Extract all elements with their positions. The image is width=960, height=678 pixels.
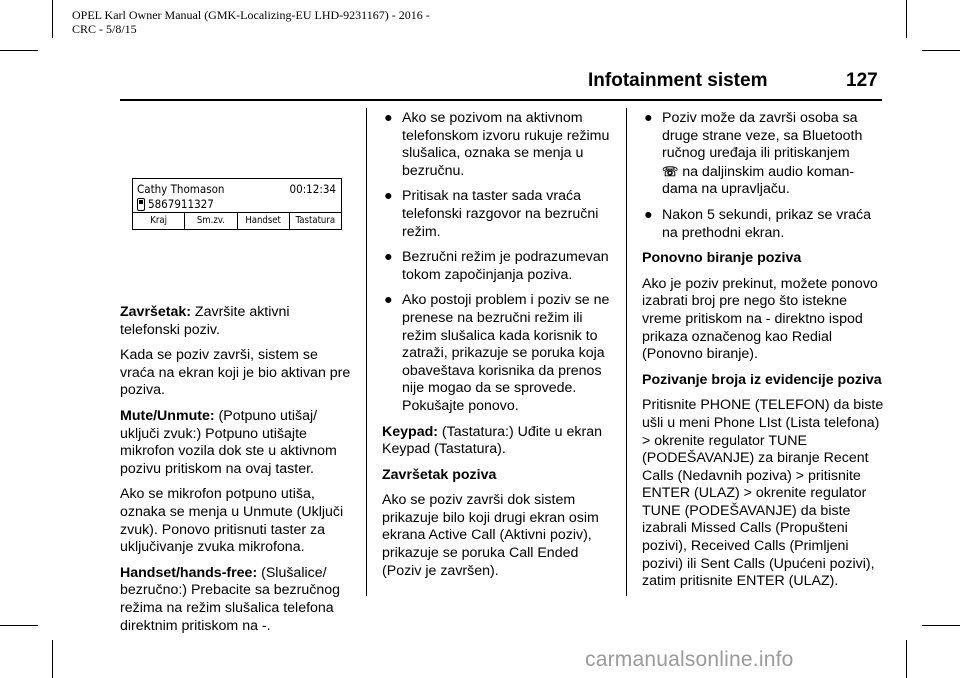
page-number: 127 <box>846 70 878 91</box>
bullet-text: Ako postoji problem i poziv se ne prenese na bezručni režim ili režim slušalica kada korisnik to zatraži, prikazuje se poruka koja obaveštava korisnika da prenos nije mogao da se sprovede. Pokušajte ponovo. <box>402 292 610 414</box>
phone-number: 5867911327 <box>148 197 214 211</box>
paragraph: Pritisnite PHONE (TELEFON) da biste ušli u meni Phone LIst (Lista telefona) > okrenite regulator TUNE (PODEŠAVANJE) za biranje Recent Calls (Nedavnih poziva) > pritisnite ENTER (ULAZ) > okrenite regulator TUNE (PODEŠAVANJE) da biste izabrali Missed Calls (Propušteni pozivi), Received Calls (Primljeni pozivi) ili Sent Calls (Upućeni pozivi), zatim pritisnite ENTER (ULAZ). <box>642 397 884 590</box>
paragraph: Ako se mikrofon potpuno utiša, oznaka se menja u Unmute (Uključi zvuk). Ponovo pritisnuti taster za uključivanje zvuka mikrofona. <box>120 486 344 556</box>
column-3 <box>642 110 886 599</box>
term-mute-text: (Potpuno utišaj/ uključi zvuk:) Potpuno utišajte mikrofon vozila dok ste u aktivnom pozivu pritiskom na ovaj taster. <box>120 407 337 477</box>
watermark: carmanualsonline.info <box>585 648 794 671</box>
crop-mark <box>0 50 38 51</box>
paragraph <box>120 565 352 635</box>
term-keypad: Keypad: <box>382 423 438 440</box>
bullet-item <box>382 292 618 415</box>
section-title: Infotainment sistem <box>588 70 768 91</box>
bullet-text: Nakon 5 sekundi, prikaz se vraća na prethodni ekran. <box>662 206 871 241</box>
phone-number-row <box>137 197 214 211</box>
bullet-dot: ● <box>384 188 393 205</box>
bullet-dot: ● <box>384 110 393 126</box>
term-handset: Handset/hands-free: <box>120 564 258 581</box>
caller-name: Cathy Thomason <box>137 182 225 196</box>
bullet-dot: ● <box>384 249 393 266</box>
bullet-item <box>382 249 618 284</box>
column-2 <box>382 110 618 588</box>
document-header-line1: OPEL Karl Owner Manual (GMK-Localizing-EU LHD-9231167) - 2016 - <box>72 8 430 22</box>
term-handset-text: (Slušalice/ bezručno:) Prebacite sa bezručnog režima na režim slušalica telefona direktnim pritiskom na -. <box>120 564 341 634</box>
active-call-screen-figure <box>132 178 342 230</box>
bullet-dot: ● <box>644 110 653 126</box>
paragraph: Kada se poziv završi, sistem se vraća na ekran koji je bio aktivan pre poziva. <box>120 347 351 399</box>
term-keypad-text: (Tastatura:) Uđite u ekran Keypad (Tastatura). <box>382 423 602 458</box>
column-divider <box>626 108 627 596</box>
paragraph: Ako se poziv završi dok sistem prikazuje bilo koji drugi ekran osim ekrana Active Call (Aktivni poziv), prikazuje se poruka Call Ended (Poziv je završen). <box>382 492 599 579</box>
term-end-text: Završite aktivni telefonski poziv. <box>120 304 290 338</box>
bullet-item <box>642 110 886 199</box>
bullet-item <box>642 207 886 242</box>
paragraph <box>120 408 352 478</box>
softkey-keypad: Tastatura <box>295 215 336 226</box>
subheading: Ponovno biranje poziva <box>642 250 802 267</box>
column-1 <box>120 304 352 643</box>
paragraph <box>120 304 352 339</box>
term-mute: Mute/Unmute: <box>120 407 215 424</box>
column-divider <box>366 108 367 596</box>
document-header-line2: CRC - 5/8/15 <box>72 22 137 36</box>
document-header <box>72 8 430 36</box>
bullet-text: Pritisak na taster sada vraća telefonski razgovor na bezručni režim. <box>402 188 599 240</box>
crop-mark <box>922 50 960 51</box>
crop-mark <box>0 625 38 626</box>
bullet-item <box>382 188 618 241</box>
crop-mark <box>906 640 907 678</box>
softkey-bar <box>133 212 341 229</box>
term-end: Završetak: <box>120 304 191 320</box>
bullet-item <box>382 110 618 180</box>
call-timer: 00:12:34 <box>289 182 336 196</box>
bullet-dot: ● <box>384 292 393 309</box>
subheading: Završetak poziva <box>382 466 497 483</box>
softkey-handset: Handset <box>238 213 290 229</box>
subheading: Pozivanje broja iz evidencije poziva <box>642 371 882 388</box>
crop-mark <box>922 625 960 626</box>
mobile-phone-icon <box>137 198 145 211</box>
crop-mark <box>52 0 53 38</box>
bullet-dot: ● <box>644 206 653 223</box>
bullet-text: na daljinskim audio koman- dama na upravljaču. <box>662 163 855 198</box>
bullet-text: Bezručni režim je podrazumevan tokom započinjanja poziva. <box>402 249 609 283</box>
paragraph <box>382 424 618 459</box>
softkey-mute: Sm.zv. <box>185 213 237 229</box>
bullet-text: Poziv može da završi osoba sa druge strane veze, sa Bluetooth ručnog uređaja ili pritiskanjem <box>662 110 863 162</box>
softkey-end: Kraj <box>133 213 185 229</box>
handset-icon: ☏ <box>662 163 679 179</box>
header-rule <box>120 99 882 101</box>
crop-mark <box>906 0 907 38</box>
paragraph: Ako je poziv prekinut, možete ponovo izabrati broj pre nego što istekne vreme pritiskom na - direktno ispod prikaza označenog kao Redial (Ponovno biranje). <box>642 275 878 363</box>
crop-mark <box>52 640 53 678</box>
bullet-text: Ako se pozivom na aktivnom telefonskom izvoru rukuje režimu slušalica, oznaka se menja u bezručnu. <box>402 110 610 179</box>
